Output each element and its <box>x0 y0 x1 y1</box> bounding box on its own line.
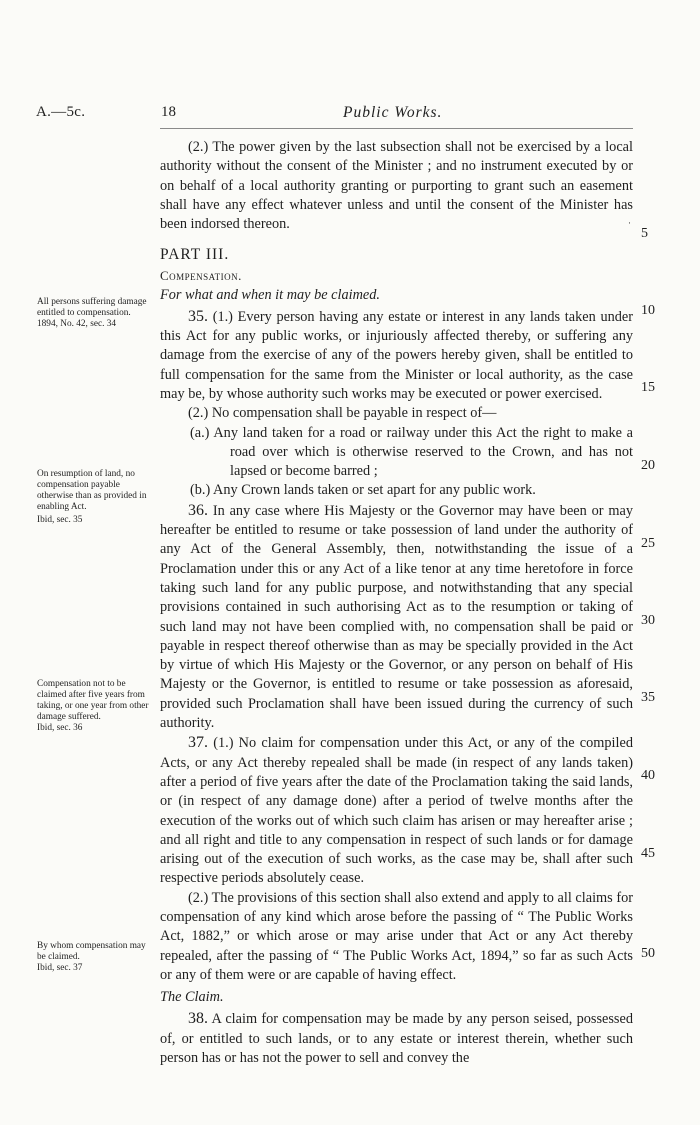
section-38-number: 38. <box>188 1010 208 1028</box>
section-35-number: 35. <box>188 307 208 325</box>
margin-note-ref: Ibid, sec. 37 <box>37 963 83 973</box>
paragraph-2-easement: (2.) The power given by the last subsection shall not be exercised by a local authority without the consent of the Minister ; and no instrument executed by or on behalf of a local authority granting or purporting to grant such an easement shall have any effect whatever unless and until the consent of the Minister has been indorsed thereon. <box>160 139 633 233</box>
line-number: 5 <box>641 226 648 241</box>
line-number: 15 <box>641 380 655 395</box>
margin-note-38 <box>37 941 152 974</box>
section-38-text: A claim for compensation may be made by any person seised, possessed of, or entitled to such lands, or to any estate or interest therein, whether such person has or has not the power to sell and convey the <box>160 1011 633 1067</box>
margin-note-title: By whom compensation may be claimed. <box>37 941 146 962</box>
line-number: 10 <box>641 303 655 318</box>
line-number: 40 <box>641 768 655 783</box>
section-36-text: In any case where His Majesty or the Governor may have been or may hereafter be entitled to resume or take possession of land under the authority of any Act of the General Assembly, then, notwithstanding the issue of a Proclamation under this or any Act of a like tenor at any time heretofore in force taking such land for any public purpose, and notwithstanding that any special provisions contained in such authorising Act as to the resumption or taking of such land may not have been complied with, no compensation shall be paid or payable in respect thereof otherwise than as may be specially provided in the Act by virtue of which His Majesty or the Governor, or any person on behalf of His Majesty or the Governor, is entitled to resume or take possession as aforesaid, provided such Proclamation shall have been issued during the currency of such authority. <box>160 502 633 732</box>
line-number: 50 <box>641 946 655 961</box>
section-37-2: (2.) The provisions of this section shall also extend and apply to all claims for compensation of any kind which arose before the passing of “ The Public Works Act, 1882,” or which arose or may arise under that Act or any Act thereby repealed, after the passing of “ The Public Works Act, 1894,” so far as such Acts or any of them were or are capable of having effect. <box>160 889 633 983</box>
margin-note-37 <box>37 679 152 734</box>
header-rule <box>160 128 633 129</box>
line-number: 25 <box>641 536 655 551</box>
page-number: 18 <box>161 104 176 120</box>
section-35-2: (2.) No compensation shall be payable in respect of— <box>188 405 497 422</box>
margin-note-ref: 1894, No. 42, sec. 34 <box>37 319 117 329</box>
section-37-number: 37. <box>188 734 208 752</box>
margin-note-ref: Ibid, sec. 36 <box>37 723 83 733</box>
section-37-text: (1.) No claim for compensation under this Act, or any of the compiled Acts, or any Act thereby repealed shall be made (in respect of any lands taken) after a period of five years after the date of the Proclamation taking the said lands, or (in respect of any damage done) after a period of twelve months after the execution of the works out of which such claim has arisen or may hereafter arise ; and all right and title to any compensation in respect of such lands or for damage arising out of the execution of such works, as the case may be, shall after such respective periods absolutely cease. <box>160 735 633 887</box>
margin-note-title: Compensation not to be claimed after five years from taking, or one year from other damage suffered. <box>37 679 149 722</box>
line-number: 30 <box>641 613 655 628</box>
margin-note-ref: Ibid, sec. 35 <box>37 515 83 525</box>
section-35-2a: (a.) Any land taken for a road or railway under this Act the right to make a road over which is otherwise reserved to the Crown, and has not lapsed or become barred ; <box>190 424 633 480</box>
page-body <box>160 138 633 1068</box>
running-title: Public Works. <box>343 104 443 121</box>
section-35 <box>160 307 633 404</box>
margin-note-36 <box>37 469 152 526</box>
margin-note-35 <box>37 297 152 330</box>
document-reference: A.—5c. <box>36 104 86 120</box>
margin-note-title: All persons suffering damage entitled to compensation. <box>37 297 147 318</box>
subheading-the-claim: The Claim. <box>160 989 224 1006</box>
section-36 <box>160 501 633 734</box>
line-number: 35 <box>641 690 655 705</box>
line-number: 45 <box>641 846 655 861</box>
line-number: 20 <box>641 458 655 473</box>
section-35-2b: (b.) Any Crown lands taken or set apart for any public work. <box>190 482 536 499</box>
stray-mark: · <box>628 218 631 228</box>
section-36-number: 36. <box>188 501 208 519</box>
margin-note-title: On resumption of land, no compensation payable otherwise than as provided in enabling Act. <box>37 469 147 512</box>
section-37 <box>160 733 633 888</box>
part-heading: PART III. <box>160 246 230 264</box>
section-38 <box>160 1009 633 1068</box>
section-heading-compensation: Compensation. <box>160 268 242 284</box>
section-35-text: (1.) Every person having any estate or interest in any lands taken under this Act for any public works, or injuriously affected thereby, or suffering any damage from the exercise of any of the powers hereby given, shall be entitled to full compensation for the same from the Minister or local authority, as the case may be, by whose authority such works may be executed or power exercised. <box>160 308 634 402</box>
subheading-when-claimed: For what and when it may be claimed. <box>160 287 380 304</box>
